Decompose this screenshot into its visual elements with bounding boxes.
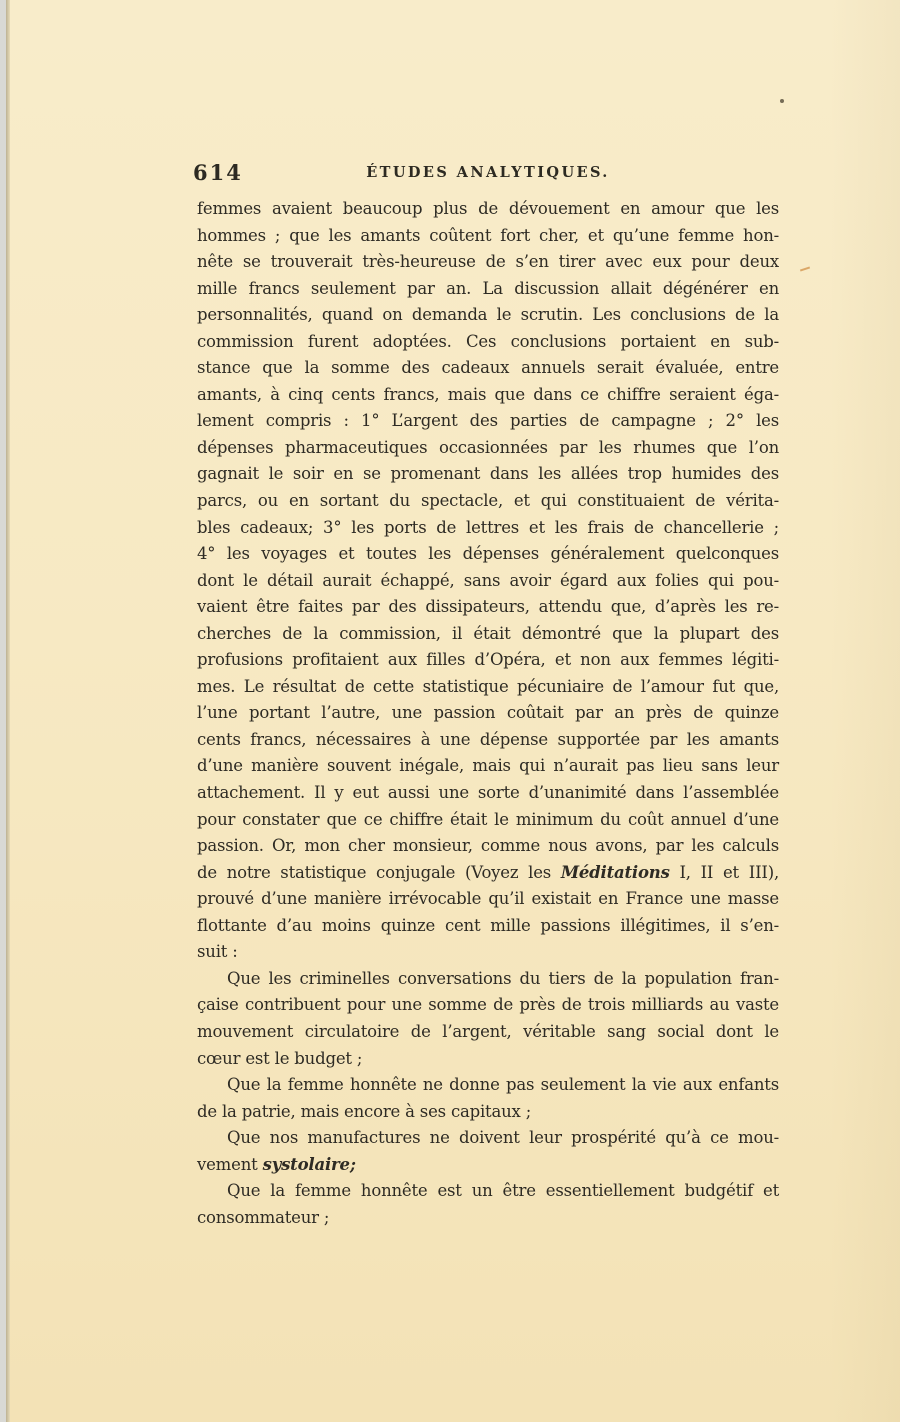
- text-line: [197, 276, 779, 303]
- text-segment: pour constater que ce chiffre était le minimum du coût annuel d’une: [197, 809, 779, 829]
- running-title: ÉTUDES ANALYTIQUES.: [366, 164, 610, 181]
- text-line: [197, 382, 779, 409]
- text-segment: nête se trouverait très-heureuse de s’en tirer avec eux pour deux: [197, 252, 779, 272]
- text-line: [197, 674, 779, 701]
- text-line: [197, 966, 779, 993]
- text-line: [197, 1152, 779, 1179]
- text-line: [197, 807, 779, 834]
- text-line: [197, 700, 779, 727]
- scan-shade-right: [830, 0, 900, 1422]
- text-line: [197, 594, 779, 621]
- text-segment: mille francs seulement par an. La discussion allait dégénérer en: [197, 278, 779, 298]
- body-text: [197, 196, 779, 1231]
- text-segment: dont le détail aurait échappé, sans avoir égard aux folies qui pou-: [197, 570, 779, 590]
- text-segment: Que les criminelles conversations du tiers de la population fran-: [227, 968, 779, 988]
- text-line: [197, 621, 779, 648]
- text-segment: I, II et III),: [669, 862, 779, 882]
- text-segment: mes. Le résultat de cette statistique pécuniaire de l’amour fut que,: [197, 676, 779, 696]
- text-line: [197, 1046, 779, 1073]
- text-segment: hommes ; que les amants coûtent fort cher, et qu’une femme hon-: [197, 225, 779, 245]
- text-segment: d’une manière souvent inégale, mais qui n’aurait pas lieu sans leur: [197, 756, 779, 776]
- text-segment: consommateur ;: [197, 1207, 330, 1227]
- italic-text-segment: systolaire;: [262, 1154, 356, 1174]
- text-segment: çaise contribuent pour une somme de près de trois milliards au vaste: [197, 995, 779, 1015]
- text-line: [197, 355, 779, 382]
- page-header: [193, 160, 779, 188]
- text-segment: passion. Or, mon cher monsieur, comme nous avons, par les calculs: [197, 836, 779, 856]
- text-segment: Que nos manufactures ne doivent leur prospérité qu’à ce mou-: [227, 1128, 779, 1148]
- text-line: [197, 833, 779, 860]
- text-line: [197, 992, 779, 1019]
- text-line: [197, 886, 779, 913]
- page-number: 614: [193, 160, 243, 185]
- text-segment: Que la femme honnête ne donne pas seulement la vie aux enfants: [227, 1075, 779, 1095]
- scan-edge-shadow: [6, 0, 10, 1422]
- text-segment: parcs, ou en sortant du spectacle, et qui constituaient de vérita-: [197, 491, 779, 511]
- text-segment: personnalités, quand on demanda le scrutin. Les conclusions de la: [197, 305, 779, 325]
- text-segment: gagnait le soir en se promenant dans les allées trop humides des: [197, 464, 779, 484]
- text-segment: flottante d’au moins quinze cent mille passions illégitimes, il s’en-: [197, 915, 779, 935]
- text-segment: amants, à cinq cents francs, mais que dans ce chiffre seraient éga-: [197, 384, 779, 404]
- text-line: [197, 1072, 779, 1099]
- text-line: [197, 1178, 779, 1205]
- text-line: [197, 1019, 779, 1046]
- text-segment: attachement. Il y eut aussi une sorte d’unanimité dans l’assemblée: [197, 783, 779, 803]
- text-segment: 4° les voyages et toutes les dépenses généralement quelconques: [197, 544, 779, 564]
- text-line: [197, 1099, 779, 1126]
- text-segment: cœur est le budget ;: [197, 1048, 363, 1068]
- text-segment: l’une portant l’autre, une passion coûtait par an près de quinze: [197, 703, 779, 723]
- text-line: [197, 435, 779, 462]
- text-line: [197, 408, 779, 435]
- text-line: [197, 488, 779, 515]
- text-segment: bles cadeaux; 3° les ports de lettres et les frais de chancellerie ;: [197, 517, 779, 537]
- text-segment: cents francs, nécessaires à une dépense supportée par les amants: [197, 729, 779, 749]
- text-segment: prouvé d’une manière irrévocable qu’il existait en France une masse: [197, 889, 779, 909]
- text-line: [197, 939, 779, 966]
- text-line: [197, 1125, 779, 1152]
- text-segment: mouvement circulatoire de l’argent, véritable sang social dont le: [197, 1021, 779, 1041]
- text-line: [197, 913, 779, 940]
- paper-speck: [780, 99, 784, 103]
- text-segment: profusions profitaient aux filles d’Opéra, et non aux femmes légiti-: [197, 650, 779, 670]
- text-segment: femmes avaient beaucoup plus de dévouement en amour que les: [197, 199, 779, 218]
- text-segment: dépenses pharmaceutiques occasionnées par les rhumes que l’on: [197, 437, 779, 457]
- text-segment: Que la femme honnête est un être essentiellement budgétif et: [227, 1181, 779, 1201]
- text-line: [197, 1205, 779, 1232]
- text-segment: de notre statistique conjugale (Voyez les: [197, 862, 561, 882]
- text-line: [197, 196, 779, 223]
- text-line: [197, 461, 779, 488]
- text-segment: commission furent adoptées. Ces conclusions portaient en sub-: [197, 331, 779, 351]
- text-segment: lement compris : 1° L’argent des parties de campagne ; 2° les: [197, 411, 779, 431]
- text-line: [197, 515, 779, 542]
- text-line: [197, 329, 779, 356]
- text-segment: cherches de la commission, il était démontré que la plupart des: [197, 623, 779, 643]
- italic-text-segment: Méditations: [560, 862, 670, 882]
- text-line: [197, 541, 779, 568]
- text-line: [197, 647, 779, 674]
- paper-mark: [800, 267, 810, 272]
- text-line: [197, 860, 779, 887]
- text-segment: vaient être faites par des dissipateurs, attendu que, d’après les re-: [197, 597, 779, 617]
- text-line: [197, 223, 779, 250]
- text-line: [197, 568, 779, 595]
- text-line: [197, 302, 779, 329]
- text-line: [197, 780, 779, 807]
- text-line: [197, 753, 779, 780]
- text-line: [197, 249, 779, 276]
- text-segment: vement: [197, 1154, 263, 1174]
- text-segment: suit :: [197, 942, 238, 962]
- text-segment: de la patrie, mais encore à ses capitaux ;: [197, 1101, 532, 1121]
- text-segment: stance que la somme des cadeaux annuels serait évaluée, entre: [197, 358, 779, 378]
- text-line: [197, 727, 779, 754]
